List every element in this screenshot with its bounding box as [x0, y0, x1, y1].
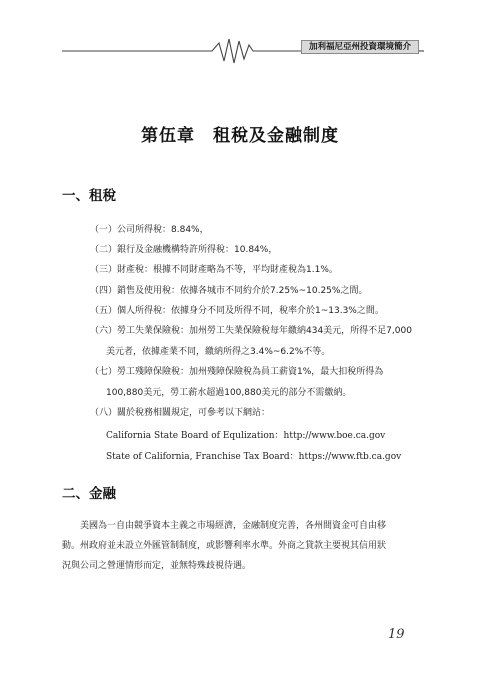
ecg-line-icon — [0, 0, 480, 70]
header-title-badge: 加利福尼亞州投資環境簡介 — [301, 40, 419, 54]
tax-item-bank-franchise: （二）銀行及金融機構特許所得稅：10.84%， — [90, 245, 278, 255]
finance-paragraph-line: 況與公司之營運情形而定，並無特殊歧視待遇。 — [62, 561, 252, 571]
tax-item-sales-use: （四）銷售及使用稅：依據各城市不同約介於7.25%~10.25%之間。 — [90, 286, 368, 296]
tax-item-disability-continued: 100,880美元，勞工薪水超過100,880美元的部分不需繳納。 — [106, 388, 352, 398]
tax-item-unemployment-continued: 美元者，依據產業不同，繳納所得之3.4%~6.2%不等。 — [106, 347, 331, 357]
tax-item-disability: （七）勞工殘障保險稅：加州殘障保險稅為員工薪資1%，最大扣稅所得為 — [90, 367, 384, 377]
finance-paragraph-line: 動。州政府並未設立外匯管制制度，或影響利率水準。外商之貸款主要視其信用狀 — [62, 541, 387, 551]
tax-item-corporate: （一）公司所得稅：8.84%， — [90, 225, 209, 235]
tax-item-references: （八）關於稅務相關規定，可參考以下網站： — [90, 408, 271, 418]
page-header — [0, 0, 480, 70]
section-heading-tax: 一、租稅 — [62, 188, 116, 204]
tax-item-property: （三）財產稅：根據不同財產略為不等，平均財產稅為1.1%。 — [90, 265, 338, 275]
tax-item-personal-income: （五）個人所得稅：依據身分不同及所得不同，稅率介於1~13.3%之間。 — [90, 306, 384, 316]
section-heading-finance: 二、金融 — [62, 486, 116, 502]
reference-link-ftb[interactable]: State of California, Franchise Tax Board：https://www.ftb.ca.gov — [106, 452, 402, 462]
page-number: 19 — [388, 627, 405, 642]
finance-paragraph-line: 美國為一自由競爭資本主義之市場經濟，金融制度完善，各州間資金可自由移 — [62, 521, 387, 531]
tax-item-unemployment: （六）勞工失業保險稅：加州勞工失業保險稅每年繳納434美元，所得不足7,000 — [90, 326, 412, 336]
chapter-title: 第伍章 租稅及金融制度 — [141, 126, 339, 146]
reference-link-boe[interactable]: California State Board of Equlization：http://www.boe.ca.gov — [106, 431, 386, 441]
